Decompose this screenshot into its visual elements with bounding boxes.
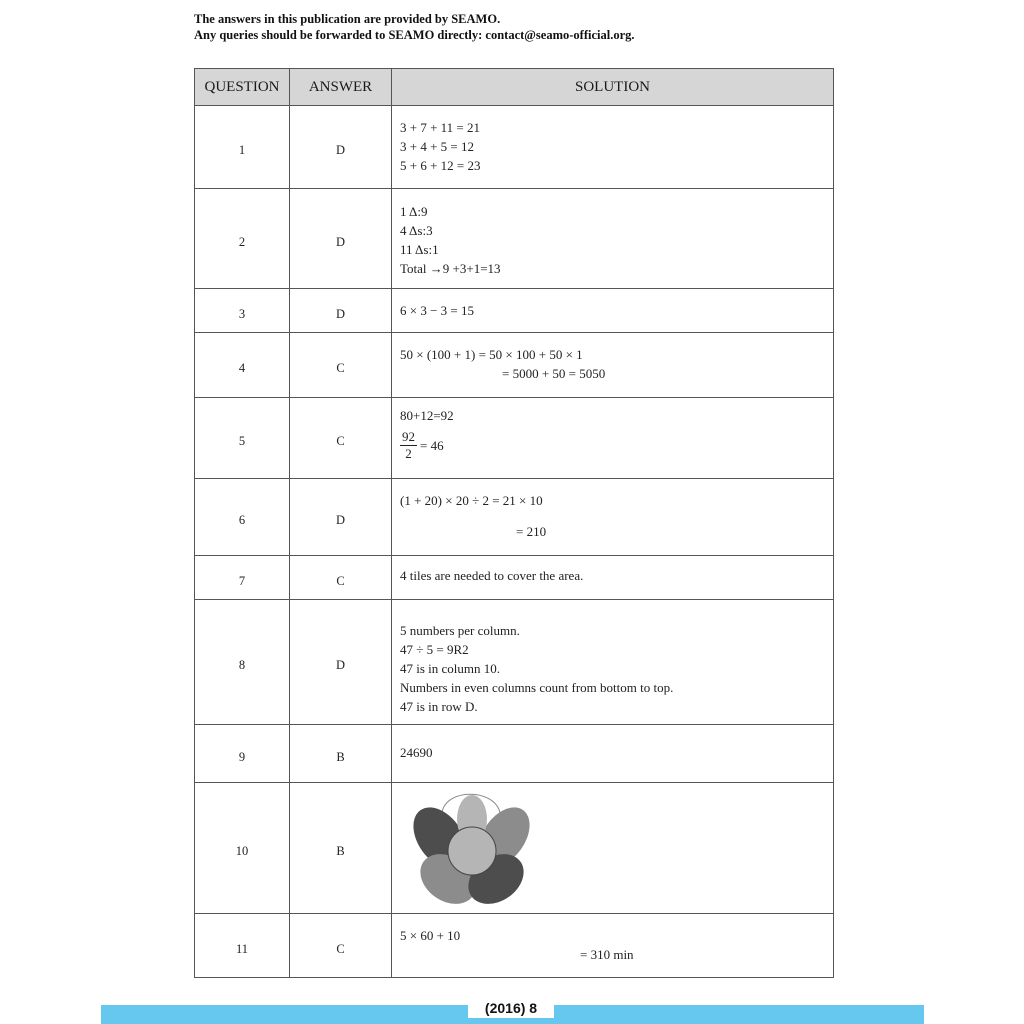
question-number: 5: [195, 398, 290, 479]
answer-letter: C: [290, 556, 392, 600]
answer-letter: B: [290, 783, 392, 914]
solution-line: 24690: [400, 745, 433, 760]
solution-line: = 5000 + 50 = 5050: [502, 366, 606, 381]
table-header-row: [195, 69, 834, 106]
publication-notice: [194, 11, 635, 43]
solution-line: 47 is in row D.: [400, 699, 478, 714]
table-row: [195, 398, 834, 479]
solution-line: Numbers in even columns count from bottom to top.: [400, 680, 674, 695]
question-number: 10: [195, 783, 290, 914]
table-row: [195, 783, 834, 914]
solution-line: 4 tiles are needed to cover the area.: [400, 568, 584, 583]
fraction-expression: [400, 429, 825, 462]
table-row: [195, 333, 834, 398]
fraction-numerator: 92: [402, 429, 415, 444]
solution-line: (1 + 20) × 20 ÷ 2 = 21 × 10: [400, 493, 543, 508]
answer-letter: C: [290, 914, 392, 978]
table-row: [195, 556, 834, 600]
answer-letter: B: [290, 725, 392, 783]
table-row: [195, 725, 834, 783]
solution-cell: [392, 914, 834, 978]
fraction-denominator: 2: [405, 446, 412, 461]
table-row: [195, 479, 834, 556]
answer-letter: C: [290, 333, 392, 398]
solution-cell: [392, 479, 834, 556]
solution-line: 6 × 3 − 3 = 15: [400, 303, 474, 318]
answer-letter: D: [290, 289, 392, 333]
fraction-result: = 46: [420, 438, 444, 453]
header-question: QUESTION: [195, 69, 290, 106]
fraction: [400, 429, 417, 462]
solution-line: = 310 min: [580, 947, 634, 962]
solution-line: 11 Δs:1: [400, 242, 439, 257]
question-number: 2: [195, 189, 290, 289]
solution-line: = 210: [516, 524, 547, 539]
question-number: 9: [195, 725, 290, 783]
header-solution: SOLUTION: [392, 69, 834, 106]
solution-line: 5 × 60 + 10: [400, 928, 461, 943]
question-number: 6: [195, 479, 290, 556]
solution-cell: [392, 600, 834, 725]
question-number: 4: [195, 333, 290, 398]
solution-line: 3 + 4 + 5 = 12: [400, 139, 474, 154]
solution-cell: [392, 398, 834, 479]
solution-cell: [392, 556, 834, 600]
flower-figure: [400, 783, 540, 908]
question-number: 1: [195, 106, 290, 189]
question-number: 7: [195, 556, 290, 600]
solution-line: 3 + 7 + 11 = 21: [400, 120, 481, 135]
notice-line-2: Any queries should be forwarded to SEAMO directly: contact@seamo-official.org.: [194, 28, 635, 42]
solution-cell: [392, 289, 834, 333]
table-row: [195, 914, 834, 978]
answer-letter: D: [290, 600, 392, 725]
header-answer: ANSWER: [290, 69, 392, 106]
answer-letter: D: [290, 106, 392, 189]
solution-cell: [392, 106, 834, 189]
solution-line: 50 × (100 + 1) = 50 × 100 + 50 × 1: [400, 347, 583, 362]
solution-line: 4 Δs:3: [400, 223, 433, 238]
answer-letter: C: [290, 398, 392, 479]
flower-center: [448, 827, 496, 875]
solution-line: 5 + 6 + 12 = 23: [400, 158, 481, 173]
question-number: 3: [195, 289, 290, 333]
solution-line: 47 ÷ 5 = 9R2: [400, 642, 469, 657]
answer-letter: D: [290, 189, 392, 289]
notice-line-1: The answers in this publication are provided by SEAMO.: [194, 12, 501, 26]
solution-line: 47 is in column 10.: [400, 661, 501, 676]
table-row: [195, 289, 834, 333]
solution-line: 80+12=92: [400, 408, 454, 423]
question-number: 8: [195, 600, 290, 725]
solution-cell: [392, 783, 834, 914]
solution-line: 5 numbers per column.: [400, 623, 520, 638]
answer-letter: D: [290, 479, 392, 556]
table-row: [195, 106, 834, 189]
answers-table: [194, 68, 834, 978]
question-number: 11: [195, 914, 290, 978]
solution-line: Total →9 +3+1=13: [400, 261, 501, 276]
solution-cell: [392, 725, 834, 783]
solution-line: 1 Δ:9: [400, 204, 428, 219]
solution-cell: [392, 333, 834, 398]
table-row: [195, 600, 834, 725]
solution-cell: [392, 189, 834, 289]
table-row: [195, 189, 834, 289]
page-number: (2016) 8: [468, 998, 554, 1018]
